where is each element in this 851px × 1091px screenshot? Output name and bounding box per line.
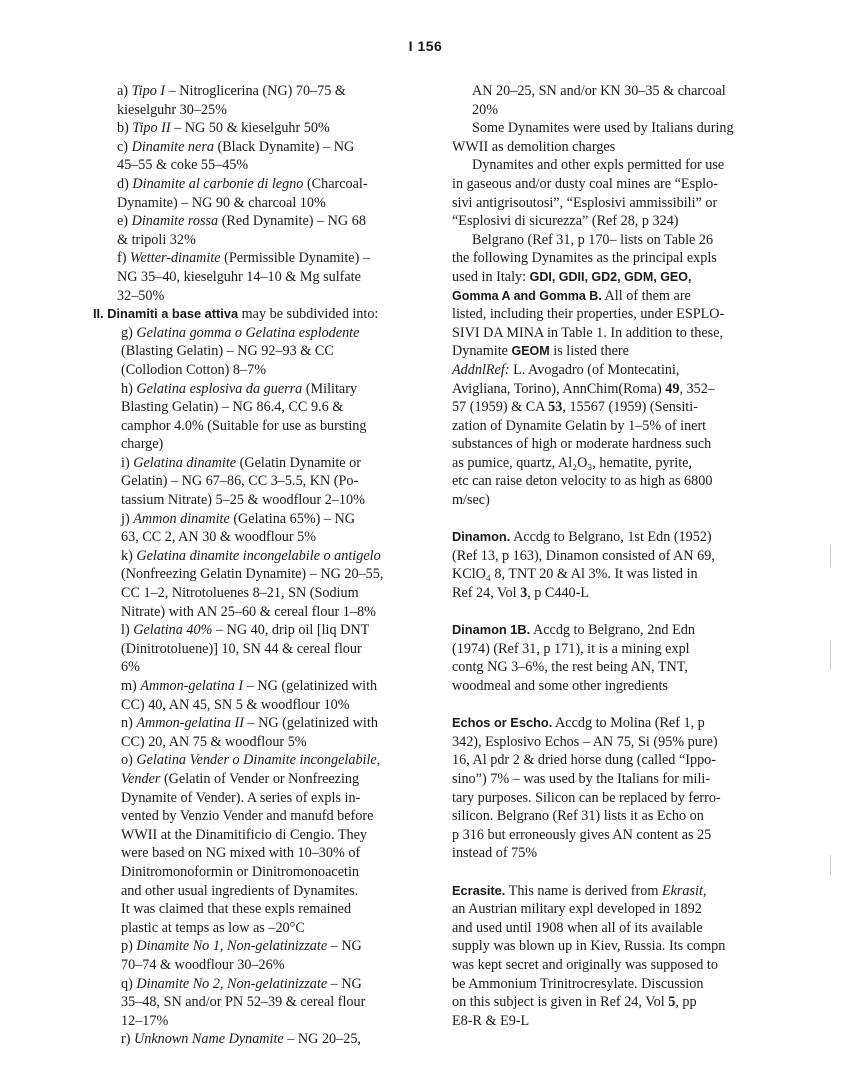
text-line [93, 770, 413, 789]
text-span: f) [117, 250, 130, 267]
text-span: q) [121, 975, 137, 992]
text-line [93, 287, 413, 306]
text-span: n) [121, 715, 137, 732]
entry-heading: Dinamon 1B. [452, 622, 531, 638]
text-span: CC 1–2, Nitrotoluenes 8–21, SN (Sodium [121, 585, 359, 602]
text-span: sivi antigrisoutosi”, “Esplosivi ammissibili” or [452, 194, 718, 211]
text-span: & tripoli 32% [117, 231, 196, 248]
italic-term: AddnlRef: [452, 361, 510, 378]
text-span: on this subject is given in Ref 24, Vol [452, 994, 669, 1011]
text-span: Blasting Gelatin) – NG 86.4, CC 9.6 & [121, 399, 344, 416]
text-line [93, 1030, 413, 1049]
paragraph-gap [452, 603, 782, 622]
text-span: vented by Venzio Vender and manufd before [121, 808, 374, 825]
text-span: It was claimed that these expls remained [121, 901, 352, 918]
text-line [93, 937, 413, 956]
scan-artifact-line [830, 855, 831, 875]
text-line [452, 472, 782, 491]
text-span: 70–74 & woodflour 30–26% [121, 956, 285, 973]
text-line [93, 807, 413, 826]
italic-term: Ekrasit, [661, 882, 707, 899]
text-line [93, 789, 413, 808]
text-span: plastic at temps as low as –20°C [121, 919, 305, 936]
text-line [93, 714, 413, 733]
text-line [93, 900, 413, 919]
entry-heading: Ecrasite. [452, 882, 506, 898]
text-line [452, 305, 782, 324]
text-span: silicon. Belgrano (Ref 31) lists it as Echo on [452, 808, 704, 825]
text-span: 63, CC 2, AN 30 & woodflour 5% [121, 529, 317, 546]
text-span: (Collodion Cotton) 8–7% [121, 361, 267, 378]
text-line [452, 621, 782, 640]
text-line [452, 194, 782, 213]
text-line [452, 658, 782, 677]
text-line [452, 993, 782, 1012]
text-span: 49 [665, 380, 680, 397]
text-span: – NG (gelatinized with [243, 715, 378, 732]
text-span: GEOM [511, 344, 550, 359]
text-span: CC) 20, AN 75 & woodflour 5% [121, 733, 307, 750]
italic-term: Dinamite al carbonie di legno [132, 175, 304, 192]
text-span: used in Italy: [452, 268, 530, 285]
text-line [452, 417, 782, 436]
text-line [93, 361, 413, 380]
text-span: e) [117, 213, 132, 230]
text-span: as pumice, quartz, Al₂O₃, hematite, pyrite, [452, 454, 692, 471]
text-span: m/sec) [452, 492, 490, 509]
text-span: 20% [472, 101, 499, 118]
text-span: 12–17% [121, 1012, 169, 1029]
text-span: may be subdivided into: [238, 306, 379, 323]
text-line [452, 268, 782, 287]
text-line [93, 435, 413, 454]
text-line [93, 510, 413, 529]
text-span: Gomma A and Gomma B. [452, 288, 602, 303]
italic-term: Tipo II [132, 120, 171, 137]
text-span: GDI, GDII, GD2, GDM, GEO, [529, 269, 692, 284]
text-span: in gaseous and/or dusty coal mines are “Esplo- [452, 175, 718, 192]
text-span: p) [121, 938, 137, 955]
text-span: (Black Dynamite) – NG [213, 138, 355, 155]
entry-heading: Dinamon. [452, 529, 511, 545]
text-span: This name is derived from [505, 882, 662, 899]
text-span: Ref 24, Vol [452, 585, 521, 602]
text-line [93, 844, 413, 863]
text-span: Accdg to Belgrano, 2nd Edn [530, 622, 695, 639]
italic-term: Gelatina dinamite incongelabile o antigelo [136, 547, 381, 564]
entry-heading: Echos or Escho. [452, 715, 553, 731]
text-line [93, 733, 413, 752]
entry-heading: II. Dinamiti a base attiva [93, 306, 239, 322]
text-line [452, 1012, 782, 1031]
text-line [93, 101, 413, 120]
text-span: , 15567 (1959) (Sensiti- [562, 399, 698, 416]
text-span: 32–50% [117, 287, 165, 304]
text-line [93, 603, 413, 622]
text-span: (1974) (Ref 31, p 171), it is a mining expl [452, 640, 690, 657]
text-span: E8-R & E9-L [452, 1012, 530, 1029]
text-line [452, 361, 782, 380]
text-span: 53 [548, 399, 563, 416]
text-span: Nitrate) with AN 25–60 & cereal flour 1–8% [121, 603, 376, 620]
text-span: j) [121, 510, 134, 527]
text-line [93, 305, 413, 324]
text-span: (Nonfreezing Gelatin Dynamite) – NG 20–55, [121, 566, 384, 583]
text-span: WWII at the Dinamitificio di Cengio. They [121, 826, 367, 843]
text-span: 57 (1959) & CA [452, 399, 549, 416]
italic-term: Dinamite rossa [131, 213, 219, 230]
text-line [93, 621, 413, 640]
text-span: Dynamite [452, 343, 512, 360]
text-line [452, 101, 782, 120]
text-span: g) [121, 324, 137, 341]
text-span: an Austrian military expl developed in 1892 [452, 901, 702, 918]
text-line [93, 696, 413, 715]
text-span: Dynamite) – NG 90 & charcoal 10% [117, 194, 326, 211]
text-line [452, 547, 782, 566]
left-column [93, 82, 413, 1049]
text-span: supply was blown up in Kiev, Russia. Its compn [452, 938, 726, 955]
text-span: L. Avogadro (of Montecatini, [509, 361, 680, 378]
text-span: CC) 40, AN 45, SN 5 & woodflour 10% [121, 696, 350, 713]
text-span: , 352– [679, 380, 715, 397]
text-line [452, 324, 782, 343]
text-span: d) [117, 175, 133, 192]
text-line [93, 212, 413, 231]
text-span: (Military [302, 380, 358, 397]
text-span: KClO₄ 8, TNT 20 & Al 3%. It was listed in [452, 566, 698, 583]
text-span: o) [121, 752, 137, 769]
text-span: – NG 50 & kieselguhr 50% [170, 120, 330, 137]
text-span: – NG [327, 938, 362, 955]
text-span: 45–55 & coke 55–45% [117, 157, 249, 174]
text-span: Dynamite of Vender). A series of expls in- [121, 789, 361, 806]
text-line [93, 119, 413, 138]
text-line [93, 1012, 413, 1031]
scan-artifact-line [830, 640, 831, 670]
text-line [452, 565, 782, 584]
text-span: AN 20–25, SN and/or KN 30–35 & charcoal [472, 83, 726, 99]
text-span: instead of 75% [452, 845, 538, 862]
text-span: (Dinitrotoluene)] 10, SN 44 & cereal flour [121, 640, 362, 657]
text-line [452, 454, 782, 473]
text-line [93, 194, 413, 213]
text-span: Accdg to Molina (Ref 1, p [552, 715, 705, 732]
italic-term: Unknown Name Dynamite [134, 1031, 284, 1048]
text-span: c) [117, 138, 132, 155]
text-span: the following Dynamites as the principal expls [452, 250, 717, 267]
text-span: camphor 4.0% (Suitable for use as bursting [121, 417, 367, 434]
text-line [452, 380, 782, 399]
text-span: WWII as demolition charges [452, 138, 616, 155]
text-line [452, 82, 782, 101]
text-line [93, 975, 413, 994]
text-span: a) [117, 83, 132, 99]
text-line [93, 826, 413, 845]
text-span: substances of high or moderate hardness such [452, 436, 712, 453]
text-span: SIVI DA MINA in Table 1. In addition to these, [452, 324, 724, 341]
italic-term: Ammon-gelatina II [136, 715, 244, 732]
text-line [452, 398, 782, 417]
text-span: (Red Dynamite) – NG 68 [218, 213, 366, 230]
paragraph-gap [452, 510, 782, 529]
text-span: (Permissible Dynamite) – [220, 250, 370, 267]
text-line [93, 417, 413, 436]
text-span: tassium Nitrate) 5–25 & woodflour 2–10% [121, 492, 365, 509]
text-line [93, 919, 413, 938]
italic-term: Ammon dinamite [133, 510, 230, 527]
text-line [93, 751, 413, 770]
text-span: – Nitroglicerina (NG) 70–75 & [165, 83, 346, 99]
italic-term: Dinamite No 2, Non-gelatinizzate [136, 975, 328, 992]
text-line [452, 287, 782, 306]
text-span: – NG 40, drip oil [liq DNT [212, 622, 370, 639]
text-span: i) [121, 454, 134, 471]
text-line [452, 937, 782, 956]
text-span: m) [121, 678, 141, 694]
page-number: I 156 [408, 38, 443, 54]
text-line [452, 807, 782, 826]
text-line [93, 528, 413, 547]
text-line [93, 640, 413, 659]
text-span: , p C440-L [527, 585, 590, 602]
text-line [93, 677, 413, 696]
text-line [452, 919, 782, 938]
text-span: Some Dynamites were used by Italians during [472, 120, 734, 137]
text-line [93, 956, 413, 975]
text-line [452, 435, 782, 454]
italic-term: Wetter-dinamite [130, 250, 221, 267]
text-span: (Gelatina 65%) – NG [229, 510, 356, 527]
text-span: charge) [121, 436, 164, 453]
text-span: 35–48, SN and/or PN 52–39 & cereal flour [121, 994, 366, 1011]
text-span: – NG [327, 975, 362, 992]
text-span: – NG (gelatinized with [243, 678, 378, 694]
italic-term: Gelatina dinamite [133, 454, 237, 471]
text-span: (Ref 13, p 163), Dinamon consisted of AN 69, [452, 547, 715, 564]
text-line [93, 138, 413, 157]
text-span: Belgrano (Ref 31, p 170– lists on Table 26 [472, 231, 714, 248]
text-span: sino”) 7% – was used by the Italians for mili- [452, 770, 711, 787]
text-line [452, 156, 782, 175]
text-span: 5 [668, 994, 676, 1011]
text-line [452, 844, 782, 863]
text-span: Dinitromonoformin or Dinitromonoacetin [121, 863, 359, 880]
text-line [452, 138, 782, 157]
text-line [452, 714, 782, 733]
text-line [93, 454, 413, 473]
text-line [93, 342, 413, 361]
italic-term: Gelatina Vender o Dinamite incongelabile, [136, 752, 381, 769]
italic-term: Vender [121, 770, 161, 787]
text-line [452, 528, 782, 547]
italic-term: Dinamite No 1, Non-gelatinizzate [136, 938, 328, 955]
text-span: and other usual ingredients of Dynamites. [121, 882, 359, 899]
text-span: was kept secret and originally was supposed to [452, 956, 718, 973]
text-span: – NG 20–25, [283, 1031, 361, 1048]
italic-term: Gelatina esplosiva da guerra [136, 380, 303, 397]
text-line [452, 770, 782, 789]
text-span: 342), Esplosivo Echos – AN 75, Si (95% pure) [452, 733, 718, 750]
text-line [93, 547, 413, 566]
text-line [452, 751, 782, 770]
text-span: (Gelatin Dynamite or [236, 454, 361, 471]
right-column [452, 82, 782, 1030]
italic-term: Tipo I [131, 83, 166, 99]
scan-artifact-line [830, 545, 831, 567]
text-line [93, 380, 413, 399]
text-span: contg NG 3–6%, the rest being AN, TNT, [452, 659, 688, 676]
text-line [93, 565, 413, 584]
italic-term: Ammon-gelatina I [140, 678, 244, 694]
text-line [452, 212, 782, 231]
text-line [93, 324, 413, 343]
text-line [452, 733, 782, 752]
text-line [93, 491, 413, 510]
text-line [452, 975, 782, 994]
text-span: and used until 1908 when all of its available [452, 919, 703, 936]
text-span: b) [117, 120, 133, 137]
text-line [93, 472, 413, 491]
text-span: NG 35–40, kieselguhr 14–10 & Mg sulfate [117, 268, 361, 285]
text-span: (Charcoal- [303, 175, 368, 192]
text-line [452, 491, 782, 510]
text-line [452, 826, 782, 845]
italic-term: Dinamite nera [131, 138, 214, 155]
text-span: l) [121, 622, 134, 639]
text-line [452, 956, 782, 975]
text-span: Accdg to Belgrano, 1st Edn (1952) [510, 529, 712, 546]
text-span: Gelatin) – NG 67–86, CC 3–5.5, KN (Po- [121, 473, 359, 490]
text-span: r) [121, 1031, 134, 1048]
text-line [93, 268, 413, 287]
text-line [452, 677, 782, 696]
text-span: zation of Dynamite Gelatin by 1–5% of inert [452, 417, 707, 434]
text-span: be Ammonium Trinitrocresylate. Discussion [452, 975, 704, 992]
text-span: were based on NG mixed with 10–30% of [121, 845, 361, 862]
text-span: kieselguhr 30–25% [117, 101, 227, 118]
text-span: (Blasting Gelatin) – NG 92–93 & CC [121, 343, 334, 360]
text-line [93, 882, 413, 901]
text-line [93, 231, 413, 250]
text-span: , pp [675, 994, 697, 1011]
text-span: 3 [520, 585, 528, 602]
text-span: 6% [121, 659, 140, 676]
text-line [452, 342, 782, 361]
text-span: (Gelatin of Vender or Nonfreezing [160, 770, 360, 787]
italic-term: Gelatina 40% [133, 622, 213, 639]
text-span: p 316 but erroneously gives AN content as 25 [452, 826, 712, 843]
text-line [452, 640, 782, 659]
paragraph-gap [452, 863, 782, 882]
text-line [452, 119, 782, 138]
text-line [93, 584, 413, 603]
text-span: Avigliana, Torino), AnnChim(Roma) [452, 380, 666, 397]
text-line [93, 82, 413, 101]
text-span: h) [121, 380, 137, 397]
text-span: listed, including their properties, under ESPLO- [452, 306, 725, 323]
text-span: is listed there [549, 343, 629, 360]
text-line [93, 175, 413, 194]
text-span: etc can raise deton velocity to as high as 6800 [452, 473, 713, 490]
text-line [93, 156, 413, 175]
text-line [452, 882, 782, 901]
text-span: Dynamites and other expls permitted for use [472, 157, 725, 174]
text-line [452, 249, 782, 268]
text-line [93, 993, 413, 1012]
text-line [452, 231, 782, 250]
text-span: All of them are [601, 287, 691, 304]
text-line [452, 789, 782, 808]
text-line [93, 863, 413, 882]
text-line [93, 658, 413, 677]
text-span: “Esplosivi di sicurezza” (Ref 28, p 324) [452, 213, 679, 230]
text-line [93, 398, 413, 417]
text-span: 16, Al pdr 2 & dried horse dung (called “Ippo- [452, 752, 716, 769]
text-span: woodmeal and some other ingredients [452, 678, 668, 694]
text-line [452, 175, 782, 194]
italic-term: Gelatina gomma o Gelatina esplodente [136, 324, 360, 341]
text-span: k) [121, 547, 137, 564]
text-line [93, 249, 413, 268]
text-span: tary purposes. Silicon can be replaced by ferro- [452, 789, 721, 806]
paragraph-gap [452, 696, 782, 715]
text-line [452, 584, 782, 603]
text-line [452, 900, 782, 919]
